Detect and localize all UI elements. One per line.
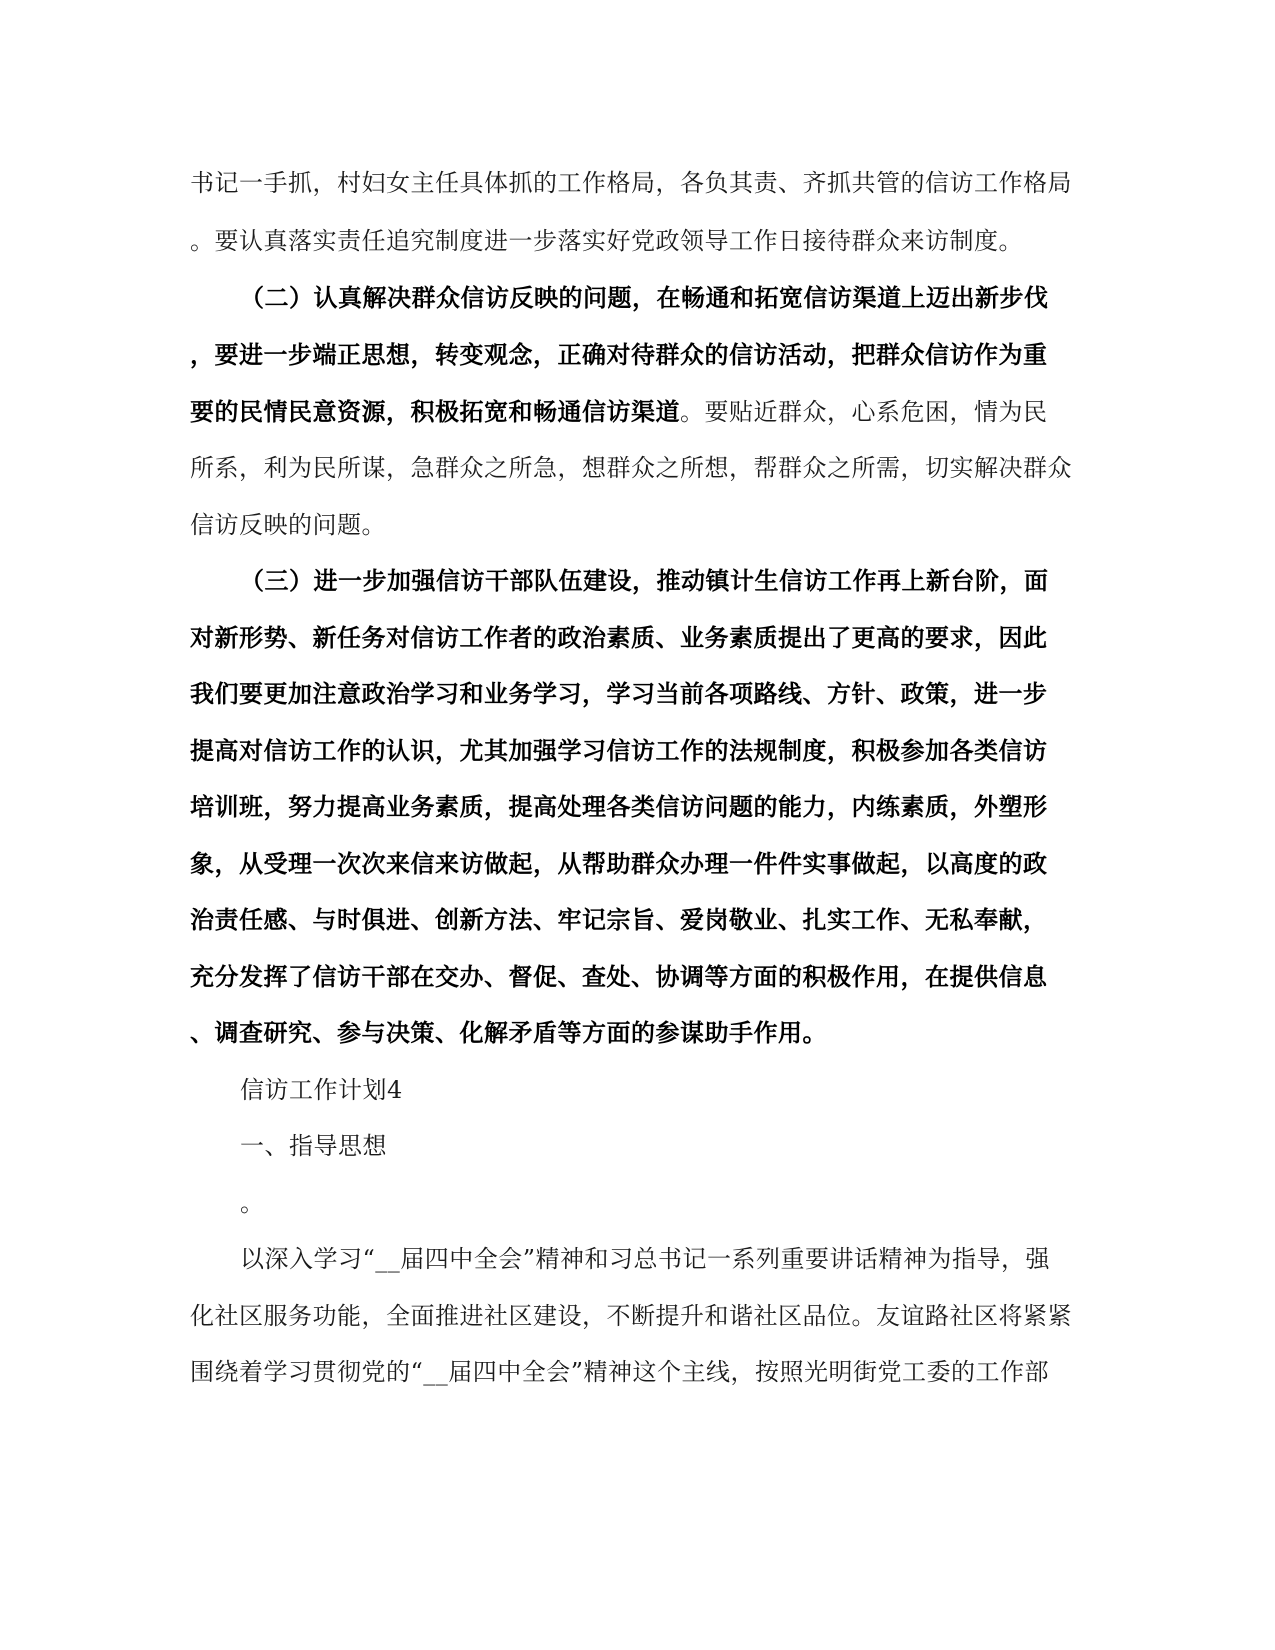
bold-segment: 要的民情民意资源，积极拓宽和畅通信访渠道 <box>190 397 680 426</box>
paragraph-line: 提高对信访工作的认识，尤其加强学习信访工作的法规制度，积极参加各类信访 <box>190 736 1048 765</box>
paragraph-line: 对新形势、新任务对信访工作者的政治素质、业务素质提出了更高的要求，因此 <box>190 623 1048 652</box>
section-heading-2: （二）认真解决群众信访反映的问题，在畅通和拓宽信访渠道上迈出新步伐 <box>240 283 1049 312</box>
paragraph-line: 我们要更加注意政治学习和业务学习，学习当前各项路线、方针、政策，进一步 <box>190 679 1048 708</box>
paragraph-line: 。要认真落实责任追究制度进一步落实好党政领导工作日接待群众来访制度。 <box>190 227 1023 255</box>
paragraph-line: 、调查研究、参与决策、化解矛盾等方面的参谋助手作用。 <box>190 1018 827 1047</box>
paragraph-line: 书记一手抓，村妇女主任具体抓的工作格局，各负其责、齐抓共管的信访工作格局 <box>190 169 1072 197</box>
section-heading-3: （三）进一步加强信访干部队伍建设，推动镇计生信访工作再上新台阶，面 <box>240 566 1049 595</box>
paragraph-line: 象，从受理一次次来信来访做起，从帮助群众办理一件件实事做起，以高度的政 <box>190 849 1048 878</box>
paragraph-line-mixed <box>190 397 1090 427</box>
paragraph-line: 。 <box>240 1189 265 1217</box>
plan-title: 信访工作计划4 <box>240 1076 403 1104</box>
paragraph-line: 培训班，努力提高业务素质，提高处理各类信访问题的能力，内练素质，外塑形 <box>190 792 1048 821</box>
paragraph-line: 所系，利为民所谋，急群众之所急，想群众之所想，帮群众之所需，切实解决群众 <box>190 454 1072 482</box>
paragraph-line: 治责任感、与时俱进、创新方法、牢记宗旨、爱岗敬业、扎实工作、无私奉献， <box>190 905 1048 934</box>
normal-segment: 。要贴近群众，心系危困，情为民 <box>680 398 1048 426</box>
paragraph-line: 以深入学习“__届四中全会”精神和习总书记一系列重要讲话精神为指导，强 <box>240 1245 1051 1273</box>
section-heading: 一、指导思想 <box>240 1132 387 1160</box>
paragraph-line: 化社区服务功能，全面推进社区建设，不断提升和谐社区品位。友谊路社区将紧紧 <box>190 1302 1072 1330</box>
paragraph-line: 围绕着学习贯彻党的“__届四中全会”精神这个主线，按照光明街党工委的工作部 <box>190 1358 1050 1386</box>
paragraph-line: 充分发挥了信访干部在交办、督促、查处、协调等方面的积极作用，在提供信息 <box>190 962 1048 991</box>
paragraph-line: 信访反映的问题。 <box>190 511 386 539</box>
paragraph-line: ，要进一步端正思想，转变观念，正确对待群众的信访活动，把群众信访作为重 <box>190 340 1048 369</box>
